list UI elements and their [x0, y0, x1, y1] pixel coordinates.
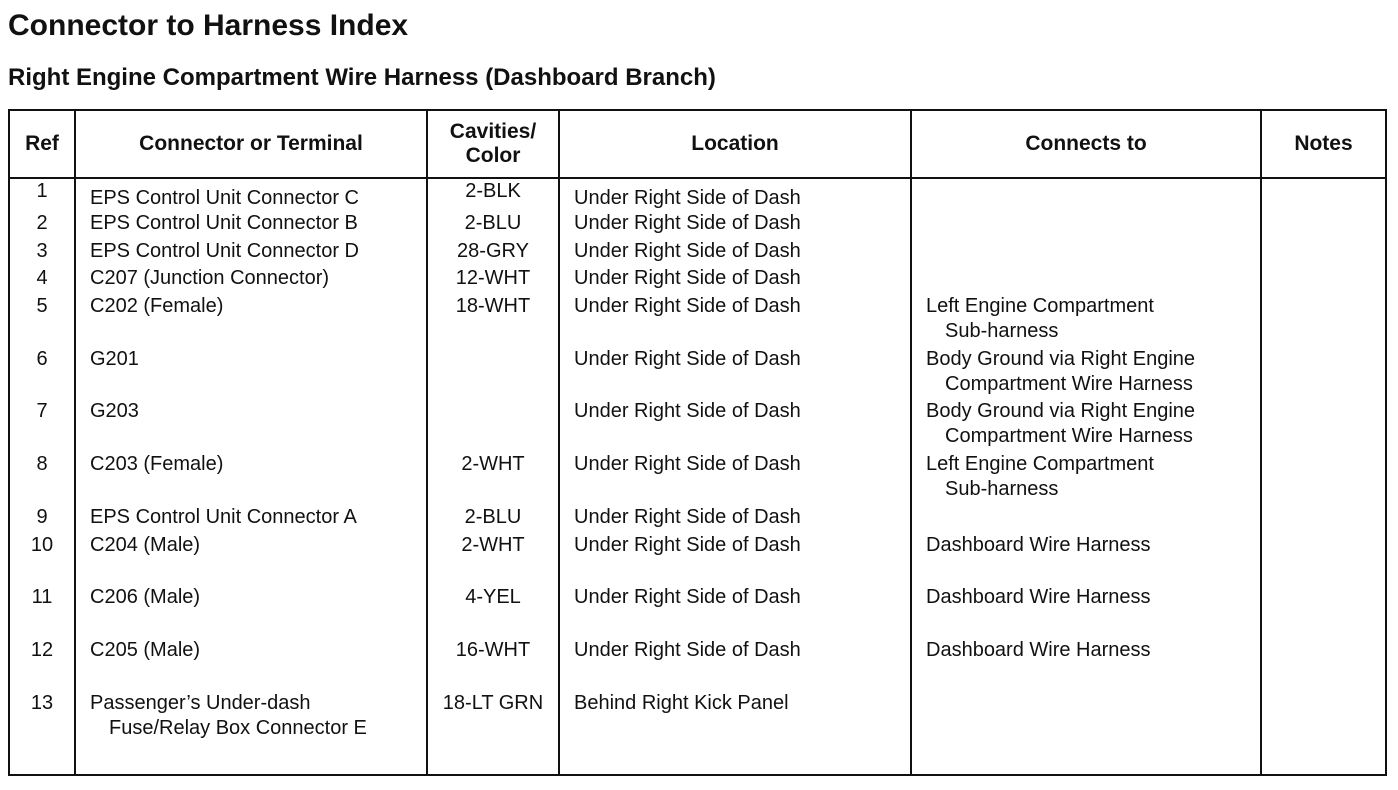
cell-location: Under Right Side of Dash [559, 638, 911, 691]
connects-to-text: Body Ground via Right Engine [926, 400, 1196, 423]
cell-ref: 12 [9, 638, 75, 691]
cell-notes [1261, 585, 1386, 638]
cell-location: Under Right Side of Dash [559, 585, 911, 638]
cell-connects-to [911, 452, 1261, 505]
connects-to-text: Left Engine Compartment [926, 453, 1154, 476]
cell-cavities: 12-WHT [427, 266, 559, 294]
cell-connector [75, 178, 427, 211]
cell-location: Under Right Side of Dash [559, 266, 911, 294]
cell-ref: 13 [9, 691, 75, 775]
connector-text: G203 [90, 400, 139, 423]
cell-connects-to [911, 399, 1261, 452]
table-row [9, 266, 1386, 294]
cell-connector [75, 239, 427, 267]
cell-cavities: 28-GRY [427, 239, 559, 267]
cell-location: Under Right Side of Dash [559, 505, 911, 533]
header-ref: Ref [9, 110, 75, 178]
table-body [9, 178, 1386, 775]
cell-cavities: 4-YEL [427, 585, 559, 638]
cell-ref: 3 [9, 239, 75, 267]
cell-notes [1261, 452, 1386, 505]
table-row [9, 452, 1386, 505]
cell-ref: 10 [9, 533, 75, 586]
cell-connector [75, 211, 427, 239]
table-row [9, 239, 1386, 267]
cell-notes [1261, 505, 1386, 533]
cell-connects-to [911, 211, 1261, 239]
cell-location: Under Right Side of Dash [559, 239, 911, 267]
cell-ref: 9 [9, 505, 75, 533]
cell-connector [75, 294, 427, 347]
header-cavities: Cavities/ Color [427, 110, 559, 178]
cell-connector [75, 347, 427, 400]
connector-index-table [8, 109, 1387, 776]
page-title: Connector to Harness Index [8, 9, 409, 42]
cell-connector [75, 505, 427, 533]
cell-connector [75, 533, 427, 586]
cell-notes [1261, 239, 1386, 267]
cell-notes [1261, 347, 1386, 400]
table-row [9, 505, 1386, 533]
cell-cavities [427, 347, 559, 400]
connects-to-continuation: Compartment Wire Harness [945, 425, 1193, 448]
cell-connector [75, 452, 427, 505]
connects-to-text: Dashboard Wire Harness [926, 639, 1151, 662]
cell-notes [1261, 533, 1386, 586]
cell-location: Under Right Side of Dash [559, 452, 911, 505]
connector-text: C207 (Junction Connector) [90, 267, 330, 290]
connector-text: C202 (Female) [90, 294, 224, 317]
cell-connects-to [911, 691, 1261, 775]
cell-connects-to [911, 638, 1261, 691]
cell-cavities: 2-BLU [427, 211, 559, 239]
cell-notes [1261, 691, 1386, 775]
cell-ref: 6 [9, 347, 75, 400]
connector-text: C205 (Male) [90, 639, 201, 662]
cell-ref: 8 [9, 452, 75, 505]
cell-connector [75, 638, 427, 691]
cell-cavities: 18-LT GRN [427, 691, 559, 775]
connects-to-text: Dashboard Wire Harness [926, 533, 1151, 556]
cell-location: Under Right Side of Dash [559, 399, 911, 452]
connector-text: EPS Control Unit Connector D [90, 239, 360, 262]
cell-connects-to [911, 239, 1261, 267]
table-row [9, 211, 1386, 239]
cell-location: Under Right Side of Dash [559, 178, 911, 211]
cell-notes [1261, 638, 1386, 691]
connects-to-text: Dashboard Wire Harness [926, 586, 1151, 609]
table-row [9, 585, 1386, 638]
connector-text: C206 (Male) [90, 586, 201, 609]
cell-connects-to [911, 178, 1261, 211]
cell-notes [1261, 294, 1386, 347]
cell-connector [75, 399, 427, 452]
header-notes: Notes [1261, 110, 1386, 178]
cell-connects-to [911, 266, 1261, 294]
table-row [9, 399, 1386, 452]
cell-ref: 1 [9, 178, 75, 211]
table-row [9, 638, 1386, 691]
cell-ref: 7 [9, 399, 75, 452]
table-header [9, 110, 1386, 178]
cell-cavities: 2-WHT [427, 533, 559, 586]
cell-cavities [427, 399, 559, 452]
cell-location: Under Right Side of Dash [559, 533, 911, 586]
page-subtitle: Right Engine Compartment Wire Harness (Dashboard Branch) [8, 64, 716, 91]
cell-connector [75, 691, 427, 775]
table-row [9, 533, 1386, 586]
cell-connects-to [911, 585, 1261, 638]
connector-text: EPS Control Unit Connector A [90, 505, 357, 528]
cell-ref: 5 [9, 294, 75, 347]
table-row [9, 347, 1386, 400]
cell-notes [1261, 211, 1386, 239]
cell-connects-to [911, 505, 1261, 533]
table-row [9, 178, 1386, 211]
connector-text: C203 (Female) [90, 453, 224, 476]
connects-to-continuation: Compartment Wire Harness [945, 372, 1193, 395]
cell-cavities: 2-WHT [427, 452, 559, 505]
cell-ref: 4 [9, 266, 75, 294]
cell-notes [1261, 266, 1386, 294]
cell-connects-to [911, 347, 1261, 400]
cell-ref: 2 [9, 211, 75, 239]
header-connects-to: Connects to [911, 110, 1261, 178]
cell-cavities: 18-WHT [427, 294, 559, 347]
cell-cavities: 2-BLU [427, 505, 559, 533]
cell-location: Under Right Side of Dash [559, 211, 911, 239]
cell-cavities: 16-WHT [427, 638, 559, 691]
connector-text: EPS Control Unit Connector C [90, 187, 360, 209]
cell-connector [75, 266, 427, 294]
connector-text: G201 [90, 347, 139, 370]
header-connector: Connector or Terminal [75, 110, 427, 178]
table-row [9, 294, 1386, 347]
cell-location: Under Right Side of Dash [559, 347, 911, 400]
connects-to-continuation: Sub-harness [945, 478, 1059, 501]
connector-continuation: Fuse/Relay Box Connector E [109, 716, 367, 739]
cell-connector [75, 585, 427, 638]
cell-location: Under Right Side of Dash [559, 294, 911, 347]
cell-notes [1261, 178, 1386, 211]
connector-text: EPS Control Unit Connector B [90, 212, 358, 234]
header-location: Location [559, 110, 911, 178]
cell-connects-to [911, 533, 1261, 586]
cell-connects-to [911, 294, 1261, 347]
header-row [9, 110, 1386, 178]
connects-to-text: Body Ground via Right Engine [926, 347, 1196, 370]
cell-notes [1261, 399, 1386, 452]
connector-text: C204 (Male) [90, 533, 201, 556]
cell-location: Behind Right Kick Panel [559, 691, 911, 775]
cell-cavities: 2-BLK [427, 178, 559, 211]
connects-to-continuation: Sub-harness [945, 319, 1059, 342]
connector-text: Passenger’s Under-dash [90, 691, 311, 714]
table-row [9, 691, 1386, 775]
cell-ref: 11 [9, 585, 75, 638]
connects-to-text: Left Engine Compartment [926, 294, 1154, 317]
